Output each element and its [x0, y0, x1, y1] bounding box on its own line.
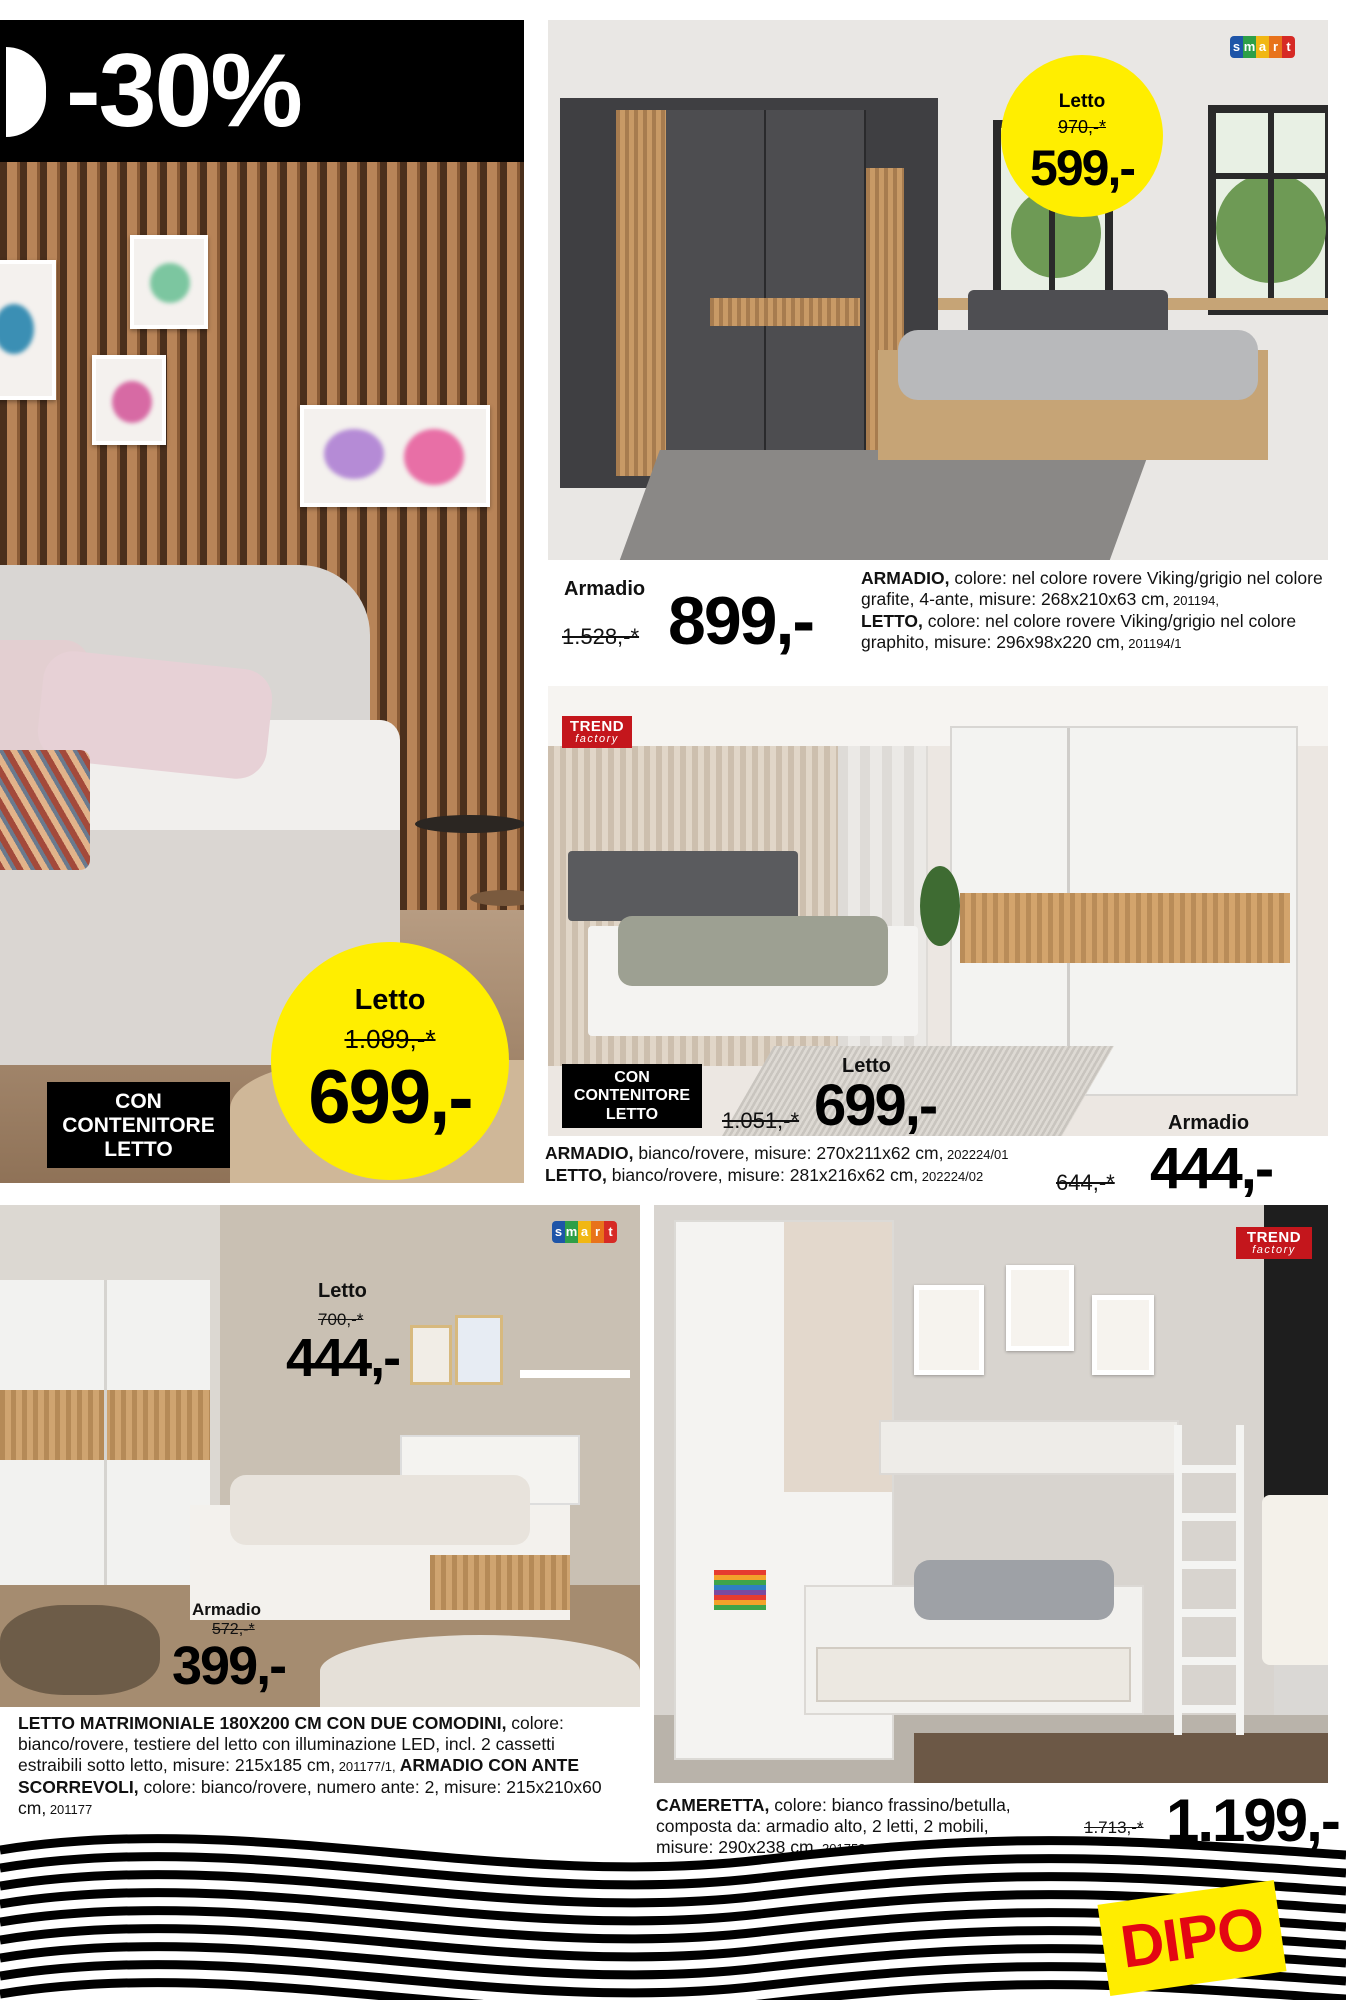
- discount-text: -30%: [66, 33, 301, 149]
- price: 399,-: [172, 1636, 286, 1696]
- item-details: colore: bianco/rovere, testiere del letto con illuminazione LED, incl. 2 cassetti estraibili sotto letto, misure: 215x185 cm,: [18, 1713, 564, 1775]
- side-table: [470, 890, 524, 906]
- discount-banner: [0, 20, 524, 162]
- side-table: [415, 815, 524, 833]
- smart-brand-logo: s m a r t: [552, 1221, 617, 1243]
- bedroom-photo-storage-bed: [0, 1205, 640, 1707]
- old-price: 1.089,-*: [344, 1024, 436, 1054]
- smart-brand-logo: s m a r t: [1230, 36, 1295, 58]
- wall-art-3: [92, 355, 166, 445]
- offer-label: Armadio: [1168, 1112, 1250, 1134]
- upper-bunk: [879, 1420, 1179, 1475]
- price-circle: [1001, 55, 1163, 217]
- price-label: Letto: [1058, 91, 1106, 112]
- bed-headboard: [568, 851, 798, 921]
- item-name: CAMERETTA,: [656, 1795, 770, 1815]
- price: 899,-: [668, 583, 813, 659]
- wall-frame: [914, 1285, 984, 1375]
- duvet: [230, 1475, 530, 1545]
- wall-frame: [410, 1325, 452, 1385]
- brand-line-1: TREND: [1246, 1229, 1302, 1246]
- offer-label: Armadio: [564, 578, 646, 600]
- brand-line-1: TREND: [569, 718, 625, 735]
- rug: [616, 450, 1150, 560]
- wall-art-1: [0, 260, 56, 400]
- product-description: [18, 1713, 618, 1820]
- wall-art-4: [300, 405, 490, 507]
- bedroom-photo-white-oak-wardrobe: [548, 686, 1328, 1136]
- item-name: ARMADIO,: [545, 1143, 634, 1163]
- price: 444,-: [1150, 1136, 1273, 1201]
- storage-bed-tag: CON CONTENITORE LETTO: [562, 1064, 702, 1128]
- price: 599,-: [1030, 140, 1134, 196]
- item-code: 201194/1: [1124, 636, 1182, 651]
- product-description: [545, 1143, 1105, 1187]
- price: 1.199,-: [1166, 1787, 1339, 1854]
- item-code: 201177/1,: [335, 1759, 396, 1774]
- bedroom-photo-grey-wardrobe: [548, 20, 1328, 560]
- item-details: colore: bianco frassino/betulla, composta da: armadio alto, 2 letti, 2 mobili, misure: 290x238 cm,: [656, 1795, 1011, 1857]
- trend-factory-logo: [1236, 1227, 1312, 1259]
- item-code: 201753: [818, 1841, 866, 1856]
- partial-letter: [6, 47, 46, 137]
- item-name: LETTO,: [861, 611, 923, 631]
- item-details: bianco/rovere, misure: 270x211x62 cm,: [633, 1143, 944, 1163]
- rug: [320, 1635, 640, 1707]
- pouf: [0, 1605, 160, 1695]
- price-label: Letto: [354, 984, 426, 1016]
- price: 699,-: [814, 1073, 937, 1138]
- old-price: 1.713,-*: [1084, 1818, 1144, 1837]
- duvet: [914, 1560, 1114, 1620]
- wood-floor: [914, 1733, 1328, 1783]
- brand-line-2: factory: [575, 733, 619, 745]
- item-code: 201194,: [1169, 593, 1219, 608]
- old-price: 970,-*: [1057, 117, 1107, 137]
- offer-label: Letto: [842, 1055, 891, 1077]
- price: 444,-: [286, 1328, 400, 1388]
- item-details: bianco/rovere, misure: 281x216x62 cm,: [606, 1165, 919, 1185]
- storage-bed-tag: CON CONTENITORE LETTO: [47, 1082, 230, 1168]
- wall-frame: [455, 1315, 503, 1385]
- old-price: 700,-*: [318, 1310, 364, 1329]
- bedroom-photo-upholstered-bed: [0, 20, 524, 1183]
- trend-factory-logo: [562, 716, 632, 748]
- item-details: colore: nel colore rovere Viking/grigio nel colore grafite, 4-ante, misure: 268x210x63 cm,: [861, 568, 1323, 609]
- item-name: LETTO MATRIMONIALE 180X200 CM CON DUE COMODINI,: [18, 1713, 507, 1733]
- wall-art-2: [130, 235, 208, 329]
- item-code: 201177: [46, 1802, 93, 1817]
- item-name: ARMADIO CON ANTE SCORREVOLI,: [18, 1755, 579, 1797]
- dipo-logo: DIPO: [1097, 1880, 1286, 1996]
- throw-blanket: [0, 750, 90, 870]
- offer-label: Letto: [318, 1280, 367, 1302]
- item-name: ARMADIO,: [861, 568, 950, 588]
- old-price: 1.528,-*: [562, 624, 640, 649]
- wall-shelf: [520, 1370, 630, 1378]
- item-details: colore: nel colore rovere Viking/grigio nel colore graphito, misure: 296x98x220 cm,: [861, 611, 1297, 652]
- wall-frame: [1006, 1265, 1074, 1351]
- duvet: [618, 916, 888, 986]
- item-details: colore: bianco/rovere, numero ante: 2, misure: 215x210x60 cm,: [18, 1777, 602, 1818]
- old-price: 644,-*: [1056, 1170, 1115, 1195]
- wardrobe: [950, 726, 1298, 1096]
- plant: [920, 866, 960, 946]
- brand-line-2: factory: [1252, 1244, 1296, 1256]
- old-price: 572,-*: [212, 1621, 255, 1638]
- ladder: [1174, 1425, 1244, 1735]
- old-price: 1.051,-*: [722, 1108, 800, 1133]
- wardrobe: [0, 1280, 210, 1590]
- kids-room-photo-bunk-bed: [654, 1205, 1328, 1783]
- window: [1208, 105, 1328, 315]
- item-code: 202224/01: [943, 1147, 1009, 1162]
- item-code: 202224/02: [918, 1169, 984, 1184]
- price: 699,-: [308, 1055, 472, 1140]
- item-name: LETTO,: [545, 1165, 607, 1185]
- wall-frame: [1092, 1295, 1154, 1375]
- books: [714, 1570, 766, 1610]
- bed-drawer: [430, 1555, 570, 1610]
- price-circle: [271, 942, 509, 1180]
- duvet: [898, 330, 1258, 400]
- offer-label: Armadio: [192, 1600, 261, 1619]
- abstract-artwork: [1262, 1495, 1328, 1665]
- product-description: [861, 568, 1331, 654]
